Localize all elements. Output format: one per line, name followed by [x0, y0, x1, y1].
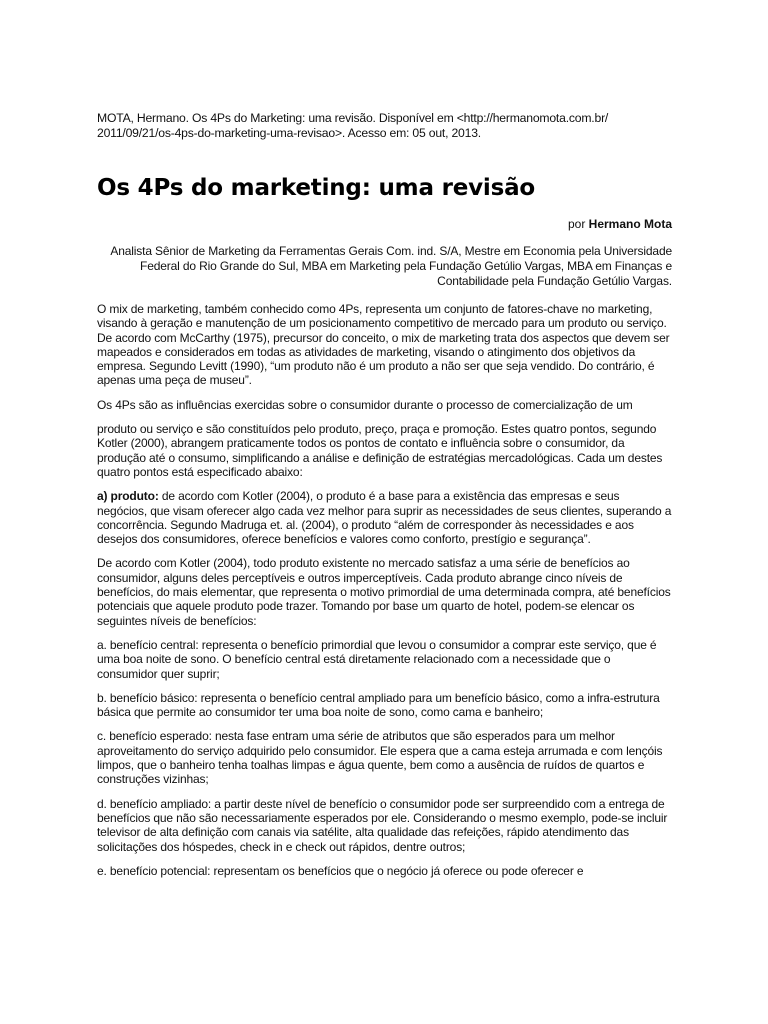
list-item-beneficio-ampliado — [97, 797, 672, 854]
paragraph-text: c. benefício esperado: nesta fase entram uma série de atributos que são esperados para um melhor aproveitamento do serviço adquirido pelo consumidor. Ele espera que a cama esteja arrumada e com lençóis limpos, que o banheiro tenha toalhas limpas e água quente, bem como a ausência de ruídos de quartos e construções vizinhas; — [97, 729, 663, 787]
byline-prefix: por — [567, 217, 589, 231]
paragraph-text: O mix de marketing, também conhecido como 4Ps, representa um conjunto de fatores-chave no marketing, visando à geração e manutenção de um posicionamento competitivo de mercado para um produto ou serviço. De acordo com McCarthy (1975), precursor do conceito, o mix de marketing trata dos aspectos que devem ser mapeados e considerados em todas as atividades de marketing, visando o atingimento dos objetivos da empresa. Segundo Levitt (1990), “um produto não é um produto a não ser que seja vendido. Do contrário, é apenas uma peça de museu”. — [97, 302, 670, 388]
paragraph-text: d. benefício ampliado: a partir deste nível de benefício o consumidor pode ser surpreendido com a entrega de benefícios que não são necessariamente esperados por ele. Considerando o mesmo exemplo, pode-se incluir televisor de alta definição com canais via satélite, alta qualidade das refeições, rápido atendimento das solicitações dos hóspedes, check in e check out rápidos, dentre outros; — [97, 796, 668, 854]
paragraph-4ps-influence — [97, 398, 672, 412]
paragraph-kotler-benefits — [97, 556, 672, 627]
paragraph-text: a. benefício central: representa o benefício primordial que levou o consumidor a comprar este serviço, que é uma boa noite de sono. O benefício central está diretamente relacionado com a necessidade que o consumidor quer suprir; — [97, 637, 657, 681]
paragraph-text: de acordo com Kotler (2004), o produto é a base para a existência das empresas e seus negócios, que visam oferecer algo cada vez melhor para suprir as necessidades de seus clientes, superando a concorrência. Segundo Madruga et. al. (2004), o produto “além de corresponder às necessidades e aos desejos dos consumidores, oferece benefícios e valores como conforto, prestígio e segurança”. — [97, 489, 672, 547]
citation: MOTA, Hermano. Os 4Ps do Marketing: uma revisão. Disponível em <http://hermanomota.com.br/ 2011/09/21/os-4ps-do-marketing-uma-revisao>. Acesso em: 05 out, 2013. — [97, 111, 609, 140]
byline — [97, 217, 672, 232]
paragraph-produto — [97, 489, 672, 546]
paragraph-text: De acordo com Kotler (2004), todo produto existente no mercado satisfaz a uma série de benefícios ao consumidor, alguns deles perceptíveis e outros imperceptíveis. Cada produto abrange cinco níveis de benefícios, do mais elementar, que representa o motivo primordial de uma determinada compra, até benefícios potenciais que aquele produto pode trazer. Tomando por base um quarto de hotel, podem-se elencar os seguintes níveis de benefícios: — [97, 556, 671, 628]
paragraph-intro — [97, 302, 672, 388]
author-bio: Analista Sênior de Marketing da Ferramentas Gerais Com. ind. S/A, Mestre em Economia pela Universidade Federal do Rio Grande do Sul, MBA em Marketing pela Fundação Getúlio Vargas, MBA em Finanças e Contabilidade pela Fundação Getúlio Vargas. — [110, 244, 672, 288]
list-item-beneficio-potencial — [97, 864, 672, 878]
paragraph-text: produto ou serviço e são constituídos pelo produto, preço, praça e promoção. Estes quatro pontos, segundo Kotler (2000), abrangem praticamente todos os pontos de contato e influência sobre o consumidor, da produção até o consumo, simplificando a análise e definição de estratégias mercadológicas. Cada um destes quatro pontos está especificado abaixo: — [97, 422, 663, 479]
list-item-beneficio-central — [97, 638, 672, 681]
article-title: Os 4Ps do marketing: uma revisão — [97, 175, 536, 201]
paragraph-lead: a) produto: — [97, 489, 159, 504]
list-item-beneficio-basico — [97, 691, 672, 720]
paragraph-text: Os 4Ps são as influências exercidas sobre o consumidor durante o processo de comercialização de um — [97, 397, 633, 412]
document-page — [97, 111, 672, 888]
paragraph-4ps-constitution — [97, 422, 672, 479]
list-item-beneficio-esperado — [97, 729, 672, 786]
byline-author: Hermano Mota — [588, 217, 672, 231]
paragraph-text: b. benefício básico: representa o benefício central ampliado para um benefício básico, como a infra-estrutura básica que permite ao consumidor ter uma boa noite de sono, como cama e banheiro; — [97, 690, 660, 720]
paragraph-text: e. benefício potencial: representam os benefícios que o negócio já oferece ou pode oferecer e — [97, 863, 584, 878]
